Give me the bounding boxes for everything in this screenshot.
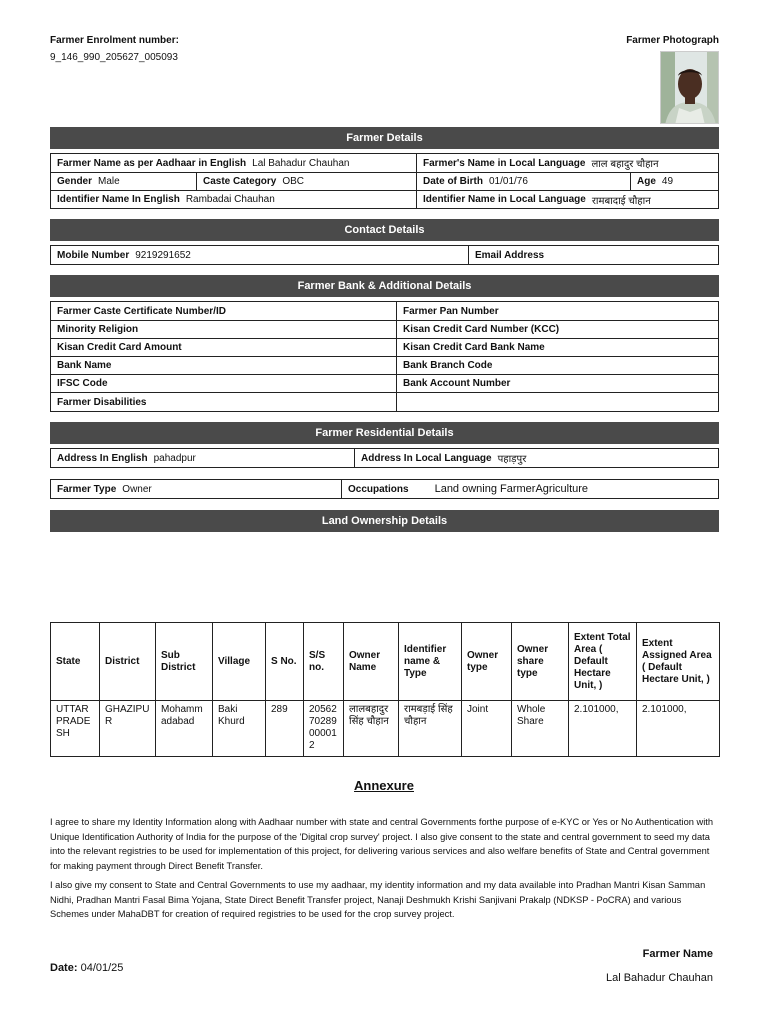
caste-certificate: Farmer Caste Certificate Number/ID — [57, 305, 226, 317]
cell-sub-district: Mohammadabad — [156, 701, 213, 757]
contact-details-header: Contact Details — [50, 219, 719, 241]
bank-details-grid — [50, 301, 719, 412]
land-ownership-table — [50, 622, 720, 757]
kcc-bank-name: Kisan Credit Card Bank Name — [396, 339, 718, 356]
col-ss-no: S/S no. — [304, 623, 344, 701]
farmer-name-aadhaar: Farmer Name as per Aadhaar in English Lal Bahadur Chauhan — [57, 157, 350, 169]
farmer-type-grid — [50, 479, 719, 499]
cell-ss-no: 2056270289000012 — [304, 701, 344, 757]
cell-share-type: Whole Share — [512, 701, 569, 757]
land-table-header-row — [51, 623, 720, 701]
farmer-photo-image — [661, 52, 719, 124]
contact-details-grid — [50, 245, 719, 265]
annexure-title: Annexure — [354, 778, 414, 793]
caste-category: Caste Category OBC — [196, 173, 416, 190]
cell-assigned-area: 2.101000, — [637, 701, 720, 757]
farmer-name-signature: Lal Bahadur Chauhan — [605, 972, 713, 984]
col-total-area: Extent Total Area ( Default Hectare Unit, ) — [569, 623, 637, 701]
land-ownership-header: Land Ownership Details — [50, 510, 719, 532]
cell-owner-type: Joint — [462, 701, 512, 757]
date: Date: 04/01/25 — [50, 962, 124, 974]
cell-state: UTTAR PRADESH — [51, 701, 100, 757]
table-row — [51, 701, 720, 757]
residential-details-header: Farmer Residential Details — [50, 422, 719, 444]
photo-label: Farmer Photograph — [626, 35, 719, 46]
gender: Gender Male — [57, 176, 120, 187]
kcc-amount: Kisan Credit Card Amount — [57, 342, 182, 353]
col-owner-name: Owner Name — [344, 623, 399, 701]
cell-district: GHAZIPUR — [100, 701, 156, 757]
enrolment-label: Farmer Enrolment number: — [50, 35, 179, 46]
col-district: District — [100, 623, 156, 701]
identifier-name-english: Identifier Name In English Rambadai Chauhan — [57, 194, 275, 205]
col-assigned-area: Extent Assigned Area ( Default Hectare Unit, ) — [637, 623, 720, 701]
cell-total-area: 2.101000, — [569, 701, 637, 757]
bank-branch-code: Bank Branch Code — [396, 357, 718, 374]
col-owner-type: Owner type — [462, 623, 512, 701]
cell-s-no: 289 — [266, 701, 304, 757]
address-english: Address In English pahadpur — [57, 452, 196, 464]
farmer-disabilities: Farmer Disabilities — [57, 396, 147, 408]
minority-religion: Minority Religion — [57, 324, 139, 335]
enrolment-number: 9_146_990_205627_005093 — [50, 52, 178, 63]
consent-paragraph-1: I agree to share my Identity Information along with Aadhaar number with state and central Governments forthe purpose of e-KYC or Yes or No Authentication with Unique Identification Authority of India for the purpose of the 'Digital crop survey' project. I also give consent to the state and central government to seed my data into the relevant registries to be used for implementation of this project, for delivering various services and also welfare benefits of State and Central government for making payment through Direct Benefit Transfer. — [50, 817, 714, 871]
cell-identifier: रामबड़ाई सिंह चौहान — [399, 701, 462, 757]
farmer-type: Farmer Type Owner — [57, 483, 152, 495]
address-grid — [50, 448, 719, 468]
col-identifier: Identifier name & Type — [399, 623, 462, 701]
farmer-details-grid — [50, 153, 719, 209]
farmer-details-header: Farmer Details — [50, 127, 719, 149]
col-sub-district: Sub District — [156, 623, 213, 701]
date-of-birth: Date of Birth 01/01/76 — [416, 173, 630, 190]
col-share-type: Owner share type — [512, 623, 569, 701]
mobile-number: Mobile Number 9219291652 — [57, 249, 191, 261]
bank-details-header: Farmer Bank & Additional Details — [50, 275, 719, 297]
col-state: State — [51, 623, 100, 701]
col-s-no: S No. — [266, 623, 304, 701]
email-address: Email Address — [468, 246, 718, 264]
identifier-name-local: Identifier Name in Local Language रामबादाई चौहान — [416, 191, 718, 208]
empty-cell — [396, 393, 718, 411]
age: Age 49 — [630, 173, 718, 190]
col-village: Village — [213, 623, 266, 701]
bank-name: Bank Name — [57, 360, 112, 371]
cell-village: Baki Khurd — [213, 701, 266, 757]
bank-account-number: Bank Account Number — [396, 375, 718, 392]
address-local: Address In Local Language पहाड़पुर — [354, 449, 718, 467]
farmer-photograph — [660, 51, 719, 124]
kcc-number: Kisan Credit Card Number (KCC) — [396, 321, 718, 338]
farmer-name-local: Farmer's Name in Local Language लाल बहादुर चौहान — [416, 154, 718, 172]
consent-paragraph-2: I also give my consent to State and Central Governments to use my aadhaar, my identity information and my data available into Pradhan Mantri Kisan Samman Nidhi, Pradhan Mantri Fasal Bima Yojana, State Direct Benefit Transfer project, Nanaji Deshmukh Krishi Sanjivani Prakalp (NDKSP - PoCRA) and various Schemes under MahaDBT for creation of required registries to be used for the crop survey project. — [50, 880, 706, 919]
cell-owner-name: लालबहादुर सिंह चौहान — [344, 701, 399, 757]
farmer-name-label: Farmer Name — [642, 948, 713, 960]
pan-number: Farmer Pan Number — [396, 302, 718, 320]
occupations: Occupations Land owning FarmerAgriculture — [341, 480, 718, 498]
ifsc-code: IFSC Code — [57, 378, 108, 389]
